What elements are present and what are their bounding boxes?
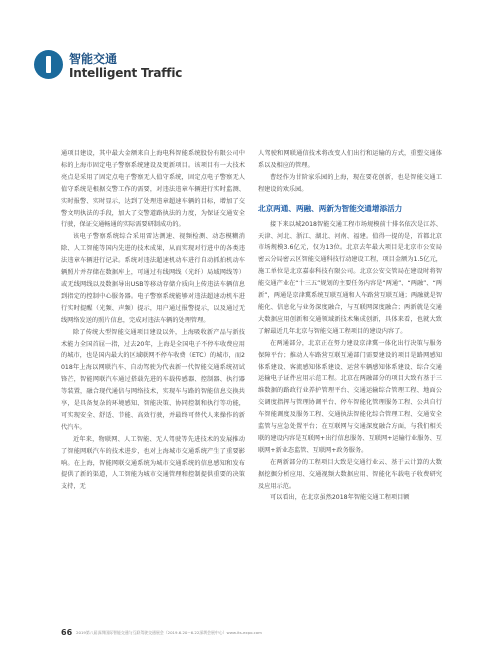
section-header <box>34 50 294 84</box>
paragraph: 近年来，物联网、人工智能、无人驾驶等先进技术的发展推动了智能网联汽车的技术进步，也对上海城市交通系统产生了重要影响。在上海，智能网联交通系统为城市交通系统的信息感知和发布提供了新的渠道，人工智能为城市交通管理和控制提供重要的决策支持，无 <box>61 435 245 491</box>
footer-text: 2019第八届深圳国际智能交通与互联驾驶交通展会（2019.6.20~6.22深圳会展中心）www.its-expo.com <box>76 630 262 635</box>
paragraph: 接下来以城2018智能交通工程市场规模前十排名依次是江苏、天津、河北、浙江、湖北、河南、福建。值得一提的是，首都北京市场规模3.6亿元，仅为13位。北京去年最大项目是北京市公安局密云分局密云区智能交通科技行动建设工程，项目金额为1.5亿元，施工单位是北京嘉泰科技有限公司。北京公安交管局在建设时将智能交通产业在“十三五”规划的主要任务内容是“两通”、“两融”、“两新”，两通是京津冀系统互联互通和人车路营互联互通；两融就是智能化、信息化与业务深度融合，与互联网深度融合；两新就是交通大数据应用创新和交通领域新技术集成创新，具体来看，也就大致了解最近几年北京与智能交通工程项目的建设内容了。 <box>258 220 442 335</box>
section-heading: 北京两通、两融、两新为智能交通增添活力 <box>258 203 403 213</box>
section-logo-icon <box>34 50 63 79</box>
page-number: 66 <box>61 628 73 637</box>
paragraph: 除了传统大型智能交通项目建设以外，上海吸收新产品与新技术能力全国首屈一指，过去20年，上海是全国电子不停车收费应用的城市，也是国内最大的区域联网不停车收费（ETC）的城市，而2018年上海以网联汽车、自动驾驶为代表新一代智能交通系统初试锋芒，智能网联汽车通过搭载先进的车载传感器、控制器、执行器等装置，融合现代通信与网络技术，实现车与路的智能信息交换共享，是具备复杂的环境感知、智能决策、协同控制和执行等功能，可实现安全、舒适、节能、高效行驶，并最终可替代人来操作的新代汽车。 <box>61 328 245 431</box>
paragraph: 可以看出，在北京虽然2018年智能交通工程项目额 <box>270 494 410 502</box>
paragraph: 通项目建设，其中最大金额来自上海电科智能系统股份有限公司中标的上海市固定电子警察系统建设及更新项目。该项目有一大技术亮点是采用了固定点电子警察无人值守系统，固定点电子警察无人值守系统是根据交警工作的需要，对违法违章车辆进行实时监测、实时报警、实时显示，达到了处理违章超速车辆的目标，增加了交警文明执法的手段，加大了交警道路执法的力度，为保证交通安全行驶，保证交通畅通的实际需要研制成功的。 <box>61 150 245 229</box>
paragraph: 曹经作为甘阶家乐园的上海，现在要花创新，也是智能交通工程建设的欢乐园。 <box>258 173 442 193</box>
paragraph: 在两新部分的工程项目大致是交通行业云、基于云计算的大数据挖掘分析应用、交通视频大数据应用、智能化车载电子收费研究及应用示范。 <box>258 458 442 490</box>
logo-bar <box>46 56 51 73</box>
section-title-english: Intelligent Traffic <box>69 66 183 80</box>
right-column <box>258 148 442 608</box>
paragraph: 该电子警察系统综合采用雷达测速、视频检测、动态模糊消除、人工智能等国内先进的技术成果，从而实现对行进中的各类违法违章车辆进行记录。系统对违法超速机动车进行自动抓拍机动车辆照片并存储在数据库上，可通过有线网线（光纤）局域网线等）或无线网线以及数据导出USB等移动存储介质向上传违法车辆信息到指定的控制中心服务器。电子警察系统能够对违法超速动机车进行实时提醒（光频、声频）提示，用户通过报警提示，以及通过无线网络发送的照片信息，完成对违法车辆的处理管理。 <box>61 233 245 324</box>
paragraph: 在两通部分，北京正在努力建设京津冀一体化出行决策与服务保障平台；推动人车路营互联互通部门需要建设的项目是路网感知体系建设、客流感知体系建设、运营车辆感知体系建设、综合交通运输电子证件应用示范工程。北京在两融部分的项目大致有基于三维数据的路政行业养护管理平台、交通运输综合管理工程、地面公交调度指挥与管理协调平台、停车智能化管理服务工程、公共自行车智能调度及服务工程、交通执法智能化综合管理工程、交通安全监管与应急处置平台；在互联网与交通深度融合方面，与我们相关联的建设内容是互联网+出行信息服务、互联网+运输行业服务、互联网+新业态监管、互联网+政务服务。 <box>258 339 442 454</box>
paragraph: 人驾驶和网联通信技术将改变人们出行和运输的方式，重塑交通体系以及相应的管理。 <box>258 150 442 169</box>
page-footer <box>61 628 441 642</box>
section-title-chinese: 智能交通 <box>69 52 118 66</box>
left-column <box>61 148 245 608</box>
